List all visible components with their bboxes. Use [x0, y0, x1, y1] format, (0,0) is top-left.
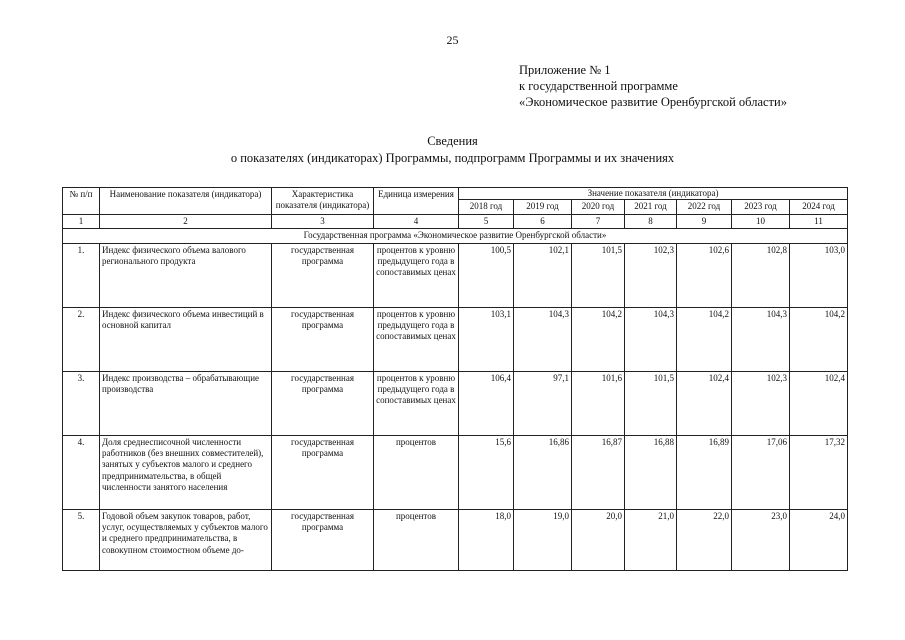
value-2024: 24,0 — [790, 509, 848, 570]
indicator-name: Индекс производства – обрабатывающие производства — [100, 371, 272, 435]
section-title-row — [63, 229, 848, 243]
value-2020: 101,6 — [572, 371, 625, 435]
value-2019: 104,3 — [514, 307, 572, 371]
header-year: 2021 год — [625, 200, 677, 214]
heading-title: Сведения — [427, 134, 478, 148]
value-2019: 97,1 — [514, 371, 572, 435]
column-number: 3 — [272, 214, 374, 228]
header-name: Наименование показателя (индикатора) — [100, 188, 272, 215]
table-row — [63, 509, 848, 570]
section-title: Государственная программа «Экономическое развитие Оренбургской области» — [63, 229, 848, 243]
header-year: 2022 год — [677, 200, 732, 214]
indicator-characteristic: государственная программа — [272, 509, 374, 570]
value-2020: 101,5 — [572, 243, 625, 307]
column-number: 1 — [63, 214, 100, 228]
table-row — [63, 307, 848, 371]
value-2023: 104,3 — [732, 307, 790, 371]
indicator-name: Годовой объем закупок товаров, работ, услуг, осуществляемых у субъектов малого и среднего предпринимательства, в совокупном стоимостном объеме до- — [100, 509, 272, 570]
indicator-name: Индекс физического объема инвестиций в основной капитал — [100, 307, 272, 371]
value-2019: 16,86 — [514, 435, 572, 509]
value-2020: 104,2 — [572, 307, 625, 371]
appendix-line-1: Приложение № 1 — [519, 63, 611, 77]
value-2018: 15,6 — [459, 435, 514, 509]
value-2022: 16,89 — [677, 435, 732, 509]
value-2024: 103,0 — [790, 243, 848, 307]
column-number: 11 — [790, 214, 848, 228]
column-number: 2 — [100, 214, 272, 228]
value-2022: 104,2 — [677, 307, 732, 371]
header-no: № п/п — [63, 188, 100, 215]
value-2021: 16,88 — [625, 435, 677, 509]
indicator-unit: процентов — [374, 509, 459, 570]
indicator-characteristic: государственная программа — [272, 435, 374, 509]
header-year: 2024 год — [790, 200, 848, 214]
header-year: 2020 год — [572, 200, 625, 214]
page-number: 25 — [446, 33, 459, 47]
header-unit: Единица измерения — [374, 188, 459, 215]
table-header-row — [63, 188, 848, 200]
indicator-characteristic: государственная программа — [272, 307, 374, 371]
row-number: 4. — [63, 435, 100, 509]
header-year: 2018 год — [459, 200, 514, 214]
document-heading — [0, 133, 905, 167]
indicator-characteristic: государственная программа — [272, 371, 374, 435]
appendix-block — [519, 62, 787, 110]
table-row — [63, 371, 848, 435]
value-2022: 102,4 — [677, 371, 732, 435]
value-2024: 17,32 — [790, 435, 848, 509]
value-2022: 22,0 — [677, 509, 732, 570]
indicator-unit: процентов — [374, 435, 459, 509]
indicator-characteristic: государственная программа — [272, 243, 374, 307]
value-2018: 100,5 — [459, 243, 514, 307]
appendix-line-2: к государственной программе — [519, 79, 678, 93]
value-2019: 19,0 — [514, 509, 572, 570]
value-2024: 104,2 — [790, 307, 848, 371]
column-number: 8 — [625, 214, 677, 228]
column-numbers-row — [63, 214, 848, 228]
value-2020: 20,0 — [572, 509, 625, 570]
value-2021: 21,0 — [625, 509, 677, 570]
column-number: 9 — [677, 214, 732, 228]
indicator-unit: процентов к уровню предыдущего года в сопоставимых ценах — [374, 307, 459, 371]
column-number: 4 — [374, 214, 459, 228]
indicator-name: Индекс физического объема валового регионального продукта — [100, 243, 272, 307]
value-2023: 17,06 — [732, 435, 790, 509]
value-2023: 102,3 — [732, 371, 790, 435]
header-characteristic: Характеристика показателя (индикатора) — [272, 188, 374, 215]
value-2023: 23,0 — [732, 509, 790, 570]
value-2018: 103,1 — [459, 307, 514, 371]
value-2024: 102,4 — [790, 371, 848, 435]
value-2021: 102,3 — [625, 243, 677, 307]
value-2019: 102,1 — [514, 243, 572, 307]
appendix-line-3: «Экономическое развитие Оренбургской области» — [519, 95, 787, 109]
row-number: 5. — [63, 509, 100, 570]
row-number: 1. — [63, 243, 100, 307]
value-2020: 16,87 — [572, 435, 625, 509]
value-2021: 104,3 — [625, 307, 677, 371]
column-number: 7 — [572, 214, 625, 228]
indicator-unit: процентов к уровню предыдущего года в сопоставимых ценах — [374, 371, 459, 435]
value-2023: 102,8 — [732, 243, 790, 307]
value-2018: 18,0 — [459, 509, 514, 570]
row-number: 3. — [63, 371, 100, 435]
indicators-table — [62, 187, 848, 571]
indicator-name: Доля среднесписочной численности работников (без внешних совместителей), занятых у субъектов малого и среднего предпринимательства, в общей численности занятого населения — [100, 435, 272, 509]
value-2022: 102,6 — [677, 243, 732, 307]
table-row — [63, 243, 848, 307]
header-year: 2019 год — [514, 200, 572, 214]
heading-subtitle: о показателях (индикаторах) Программы, подпрограмм Программы и их значениях — [230, 151, 675, 165]
header-year: 2023 год — [732, 200, 790, 214]
table-row — [63, 435, 848, 509]
header-values-group: Значение показателя (индикатора) — [459, 188, 848, 200]
column-number: 5 — [459, 214, 514, 228]
column-number: 6 — [514, 214, 572, 228]
row-number: 2. — [63, 307, 100, 371]
column-number: 10 — [732, 214, 790, 228]
value-2021: 101,5 — [625, 371, 677, 435]
indicator-unit: процентов к уровню предыдущего года в сопоставимых ценах — [374, 243, 459, 307]
value-2018: 106,4 — [459, 371, 514, 435]
